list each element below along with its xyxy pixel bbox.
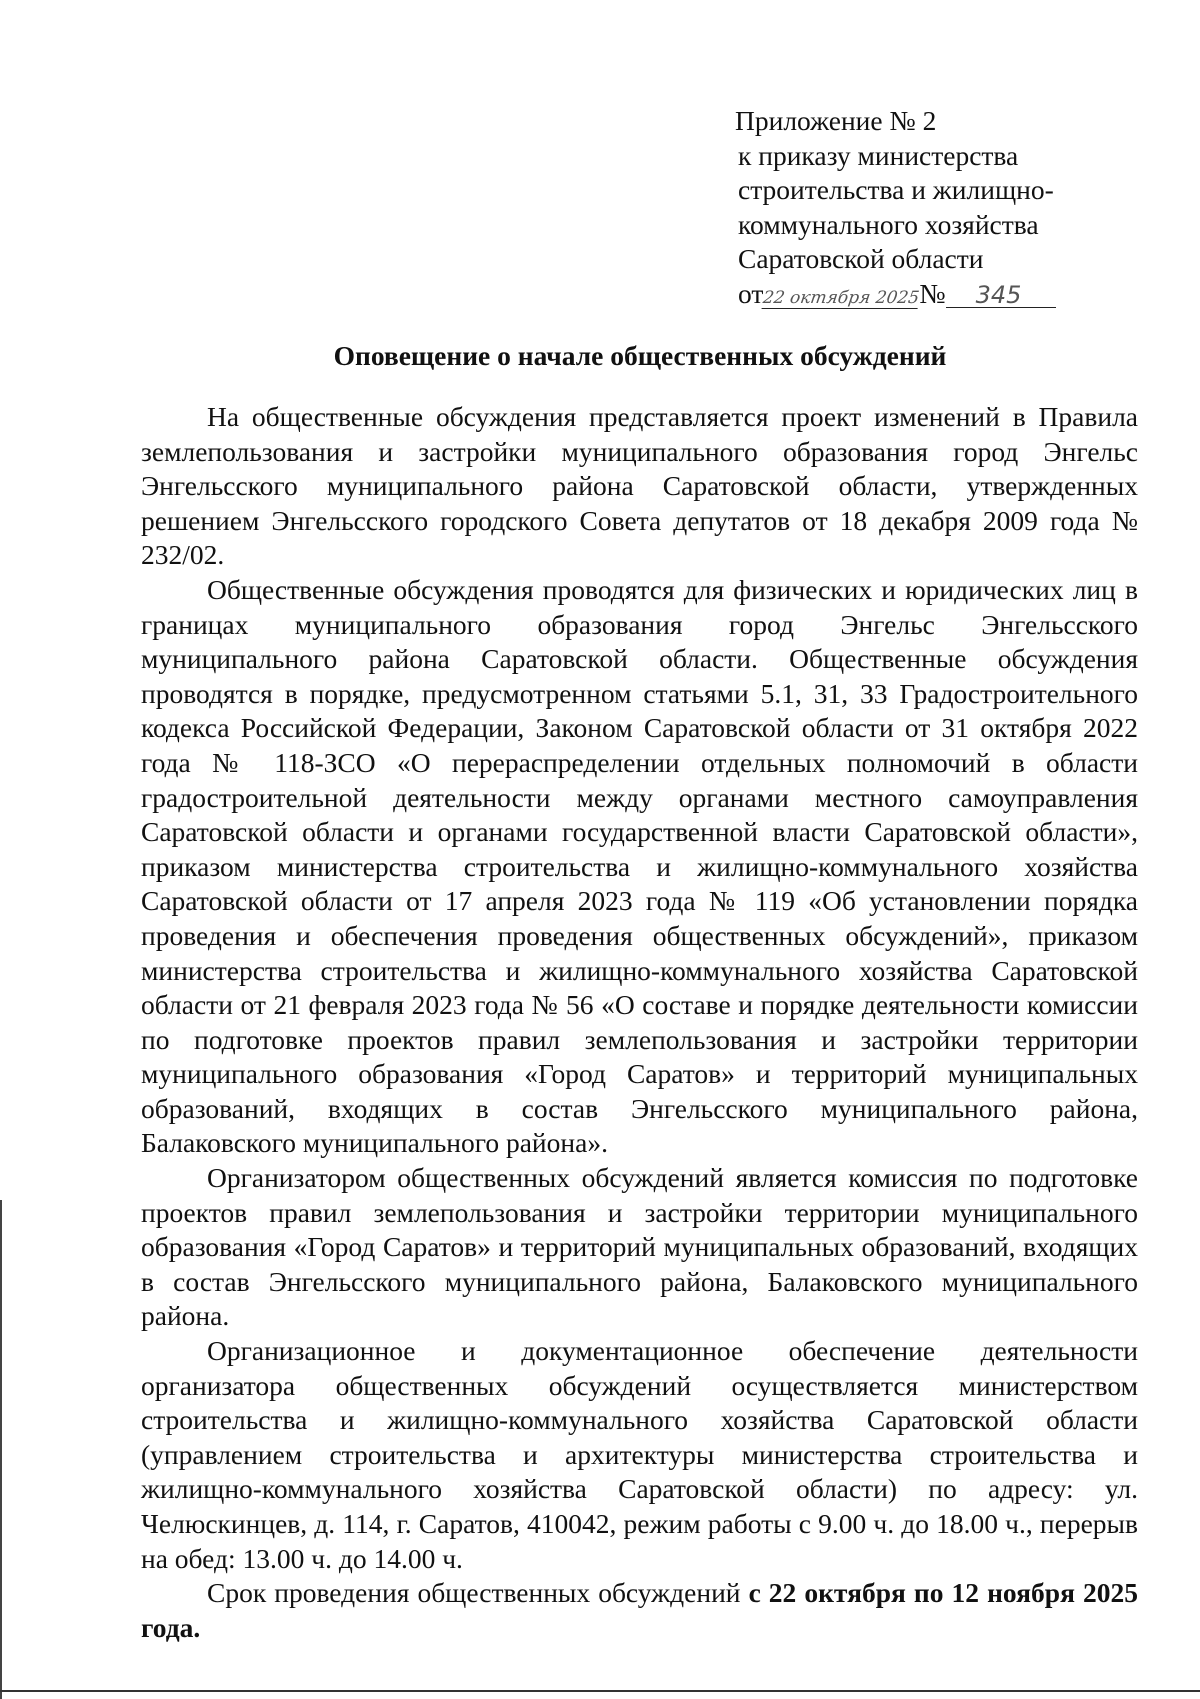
header-line: строительства и жилищно- [738,174,1054,206]
paragraph: Общественные обсуждения проводятся для физических и юридических лиц в границах муниципального образования город Энгельс Энгельсского муниципального района Саратовской области. Общественные обсуждения проводятся в порядке, предусмотренном статьями 5.1, 31, 33 Градостроительного кодекса Российской Федерации, Законом Саратовской области от 31 октября 2022 года № 118-ЗСО «О перераспределении отдельных полномочий в области градостроительной деятельности между органами местного самоуправления Саратовской области и органами государственной власти Саратовской области», приказом министерства строительства и жилищно-коммунального хозяйства Саратовской области от 17 апреля 2023 года № 119 «Об установлении порядка проведения и обеспечения проведения общественных обсуждений», приказом министерства строительства и жилищно-коммунального хозяйства Саратовской области от 21 февраля 2023 года № 56 «О составе и порядке деятельности комиссии по подготовке проектов правил землепользования и застройки территории муниципального образования «Город Саратов» и территорий муниципальных образований, входящих в состав Энгельсского муниципального района, Балаковского муниципального района». [141,573,1138,1159]
paragraph: Организационное и документационное обеспечение деятельности организатора общественных обсуждений осуществляется министерством строительства и жилищно-коммунального хозяйства Саратовской области (управлением строительства и архитектуры министерства строительства и жилищно-коммунального хозяйства Саратовской области) по адресу: ул. Челюскинцев, д. 114, г. Саратов, 410042, режим работы с 9.00 ч. до 18.00 ч., перерыв на обед: 13.00 ч. до 14.00 ч. [141,1335,1138,1574]
deadline-dates: с 22 октября по 12 ноября 2025 года. [141,1577,1138,1643]
number-label: № [919,277,946,309]
document-title: Оповещение о начале общественных обсуждений [333,340,947,371]
header-line: Саратовской области [738,243,984,275]
handwritten-date: 22 октября 2025 [762,287,921,308]
appendix-header [735,104,1056,312]
header-line: к приказу министерства [738,139,1019,171]
paragraph: Организатором общественных обсуждений является комиссия по подготовке проектов правил землепользования и застройки территории муниципального образования «Город Саратов» и территорий муниципальных образований, входящих в состав Энгельсского муниципального района, Балаковского муниципального района. [141,1162,1138,1332]
order-date-line [735,277,1056,312]
appendix-number: Приложение № 2 [735,105,937,136]
date-prefix: от [738,277,764,309]
paragraph-deadline [141,1576,1138,1645]
scan-edge-bottom [0,1690,1200,1692]
deadline-text: Срок проведения общественных обсуждений [207,1577,749,1609]
header-line: коммунального хозяйства [738,208,1039,240]
document-body [141,400,1138,1645]
paragraph: На общественные обсуждения представляется проект изменений в Правила землепользования и застройки муниципального образования город Энгельс Энгельсского муниципального района Саратовской области, утвержденных решением Энгельсского городского Совета депутатов от 18 декабря 2009 года № 232/02. [141,401,1138,571]
handwritten-number: 345 [946,283,1056,308]
scan-edge-left [0,1200,2,1699]
